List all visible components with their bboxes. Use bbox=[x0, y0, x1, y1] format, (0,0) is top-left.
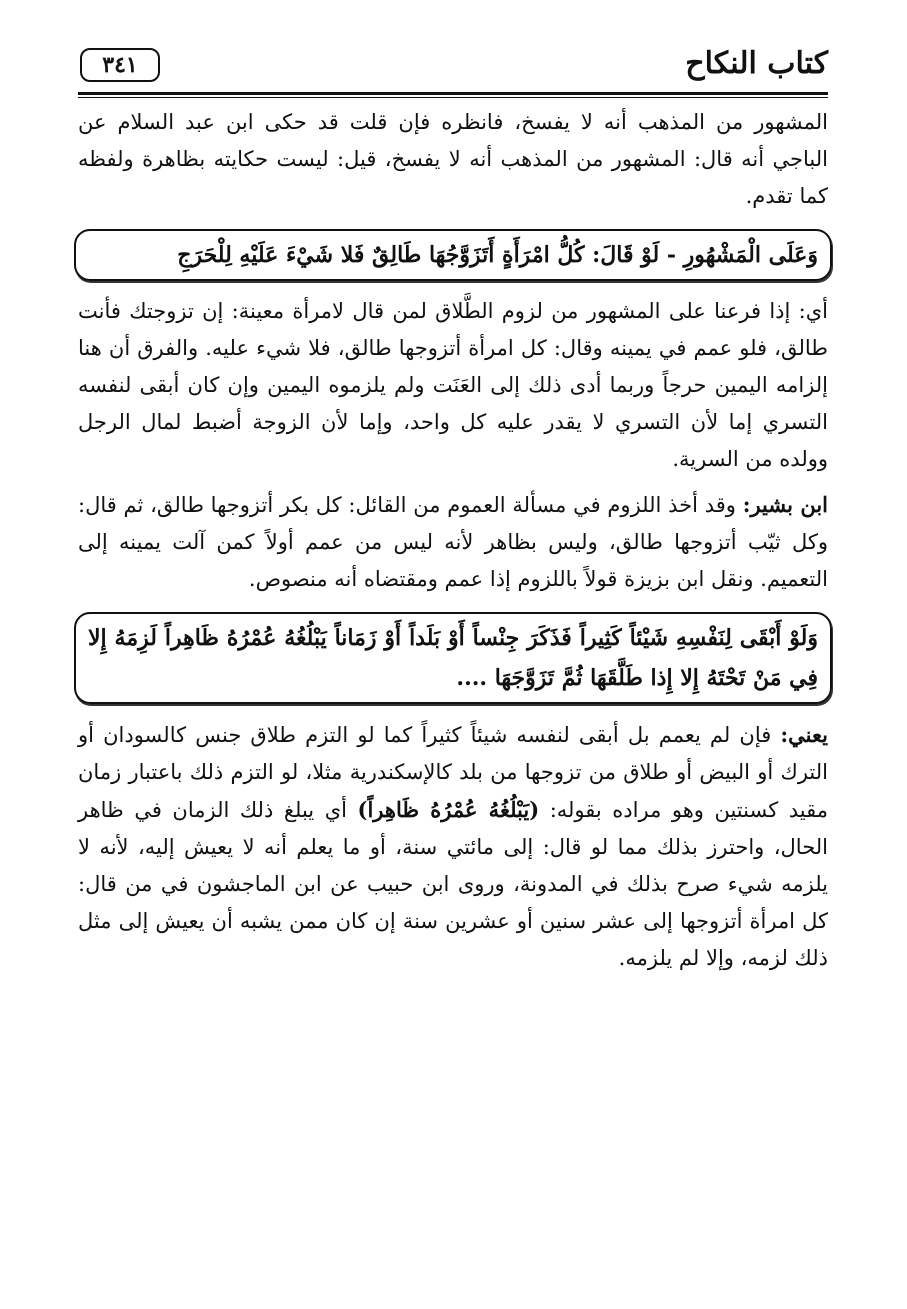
matn-box-1: وَعَلَى الْمَشْهُورِ - لَوْ قَالَ: كُلُّ امْرَأَةٍ أَتَزَوَّجُهَا طَالِقٌ فَلا شَيْءَ عَلَيْهِ لِلْحَرَجِ bbox=[74, 229, 832, 281]
page-header bbox=[78, 42, 828, 98]
paragraph-body: فإن لم يعمم بل أبقى لنفسه شيئاً كثيراً كما لو التزم طلاق جنس كالسودان أو الترك أو البيض أو طلاق من تزوجها من بلد كالإسكندرية مثلا، لو التزم ذلك باعتبار زمان مقيد كسنتين وهو مراده بقوله: bbox=[78, 723, 828, 822]
document-page bbox=[78, 42, 828, 977]
commentary-paragraph-1: المشهور من المذهب أنه لا يفسخ، فانظره فإن قلت قد حكى ابن عبد السلام عن الباجي أنه قال: المشهور من المذهب أنه لا يفسخ، قيل: ليست حكايته بظاهرة ولفظه كما تقدم. bbox=[78, 110, 828, 208]
header-rule bbox=[78, 92, 828, 98]
book-title: كتاب النكاح bbox=[685, 46, 828, 81]
commentary-paragraph-3 bbox=[78, 486, 828, 598]
commentary-paragraph-4 bbox=[78, 716, 828, 977]
paragraph-body-continued: أي يبلغ ذلك الزمان في ظاهر الحال، واحترز بذلك مما لو قال: إلى مائتي سنة، أو ما يعلم أنه لا يعيش إليه، لأنه لا يلزمه شيء صرح بذلك في المدونة، وروى ابن حبيب عن ابن الماجشون في من قال: كل امرأة أتزوجها إلى عشر سنين أو عشرين سنة إن كان ممن يشبه أن يعيش إلى مثل ذلك لزمه، وإلا لم يلزمه. bbox=[78, 798, 828, 970]
commentary-paragraph-2: أي: إذا فرعنا على المشهور من لزوم الطَّلاق لمن قال لامرأة معينة: إن تزوجتك فأنت طالق، فلو عمم في يمينه وقال: كل امرأة أتزوجها طالق، فلا شيء عليه. والفرق أن هنا إلزامه اليمين حرجاً وربما أدى ذلك إلى العَنَت ولم يلزموه اليمين وإن كان أبقى لنفسه التسري إما لأن التسري لا يقدر عليه كل واحد، وإما لأن الزوجة أضبط لمال الرجل وولده من السرية. bbox=[78, 299, 828, 471]
matn-box-2: وَلَوْ أَبْقَى لِنَفْسِهِ شَيْئاً كَثِيراً فَذَكَرَ جِنْساً أَوْ بَلَداً أَوْ زَمَاناً يَبْلُغُهُ عُمْرُهُ ظَاهِراً لَزِمَهُ إِلا فِي مَنْ تَحْتَهُ إِلا إِذا طَلَّقَهَا ثُمَّ تَزَوَّجَهَا .... bbox=[74, 612, 832, 704]
paragraph-lead: يعني: bbox=[780, 722, 828, 747]
paragraph-lead: ابن بشير: bbox=[742, 492, 829, 517]
page-number: ٣٤١ bbox=[80, 48, 160, 82]
paragraph-body: وقد أخذ اللزوم في مسألة العموم من القائل: كل بكر أتزوجها طالق، ثم قال: وكل ثيّب أتزوجها طالق، وليس بظاهر لأنه ليس من عمم أولاً كمن آلت يمينه إلى التعميم. ونقل ابن بزيزة قولاً باللزوم إذا عمم ومقتضاه أنه منصوص. bbox=[78, 493, 828, 591]
inline-matn-quote: (يَبْلُغُهُ عُمْرُهُ ظَاهِراً) bbox=[357, 797, 540, 822]
